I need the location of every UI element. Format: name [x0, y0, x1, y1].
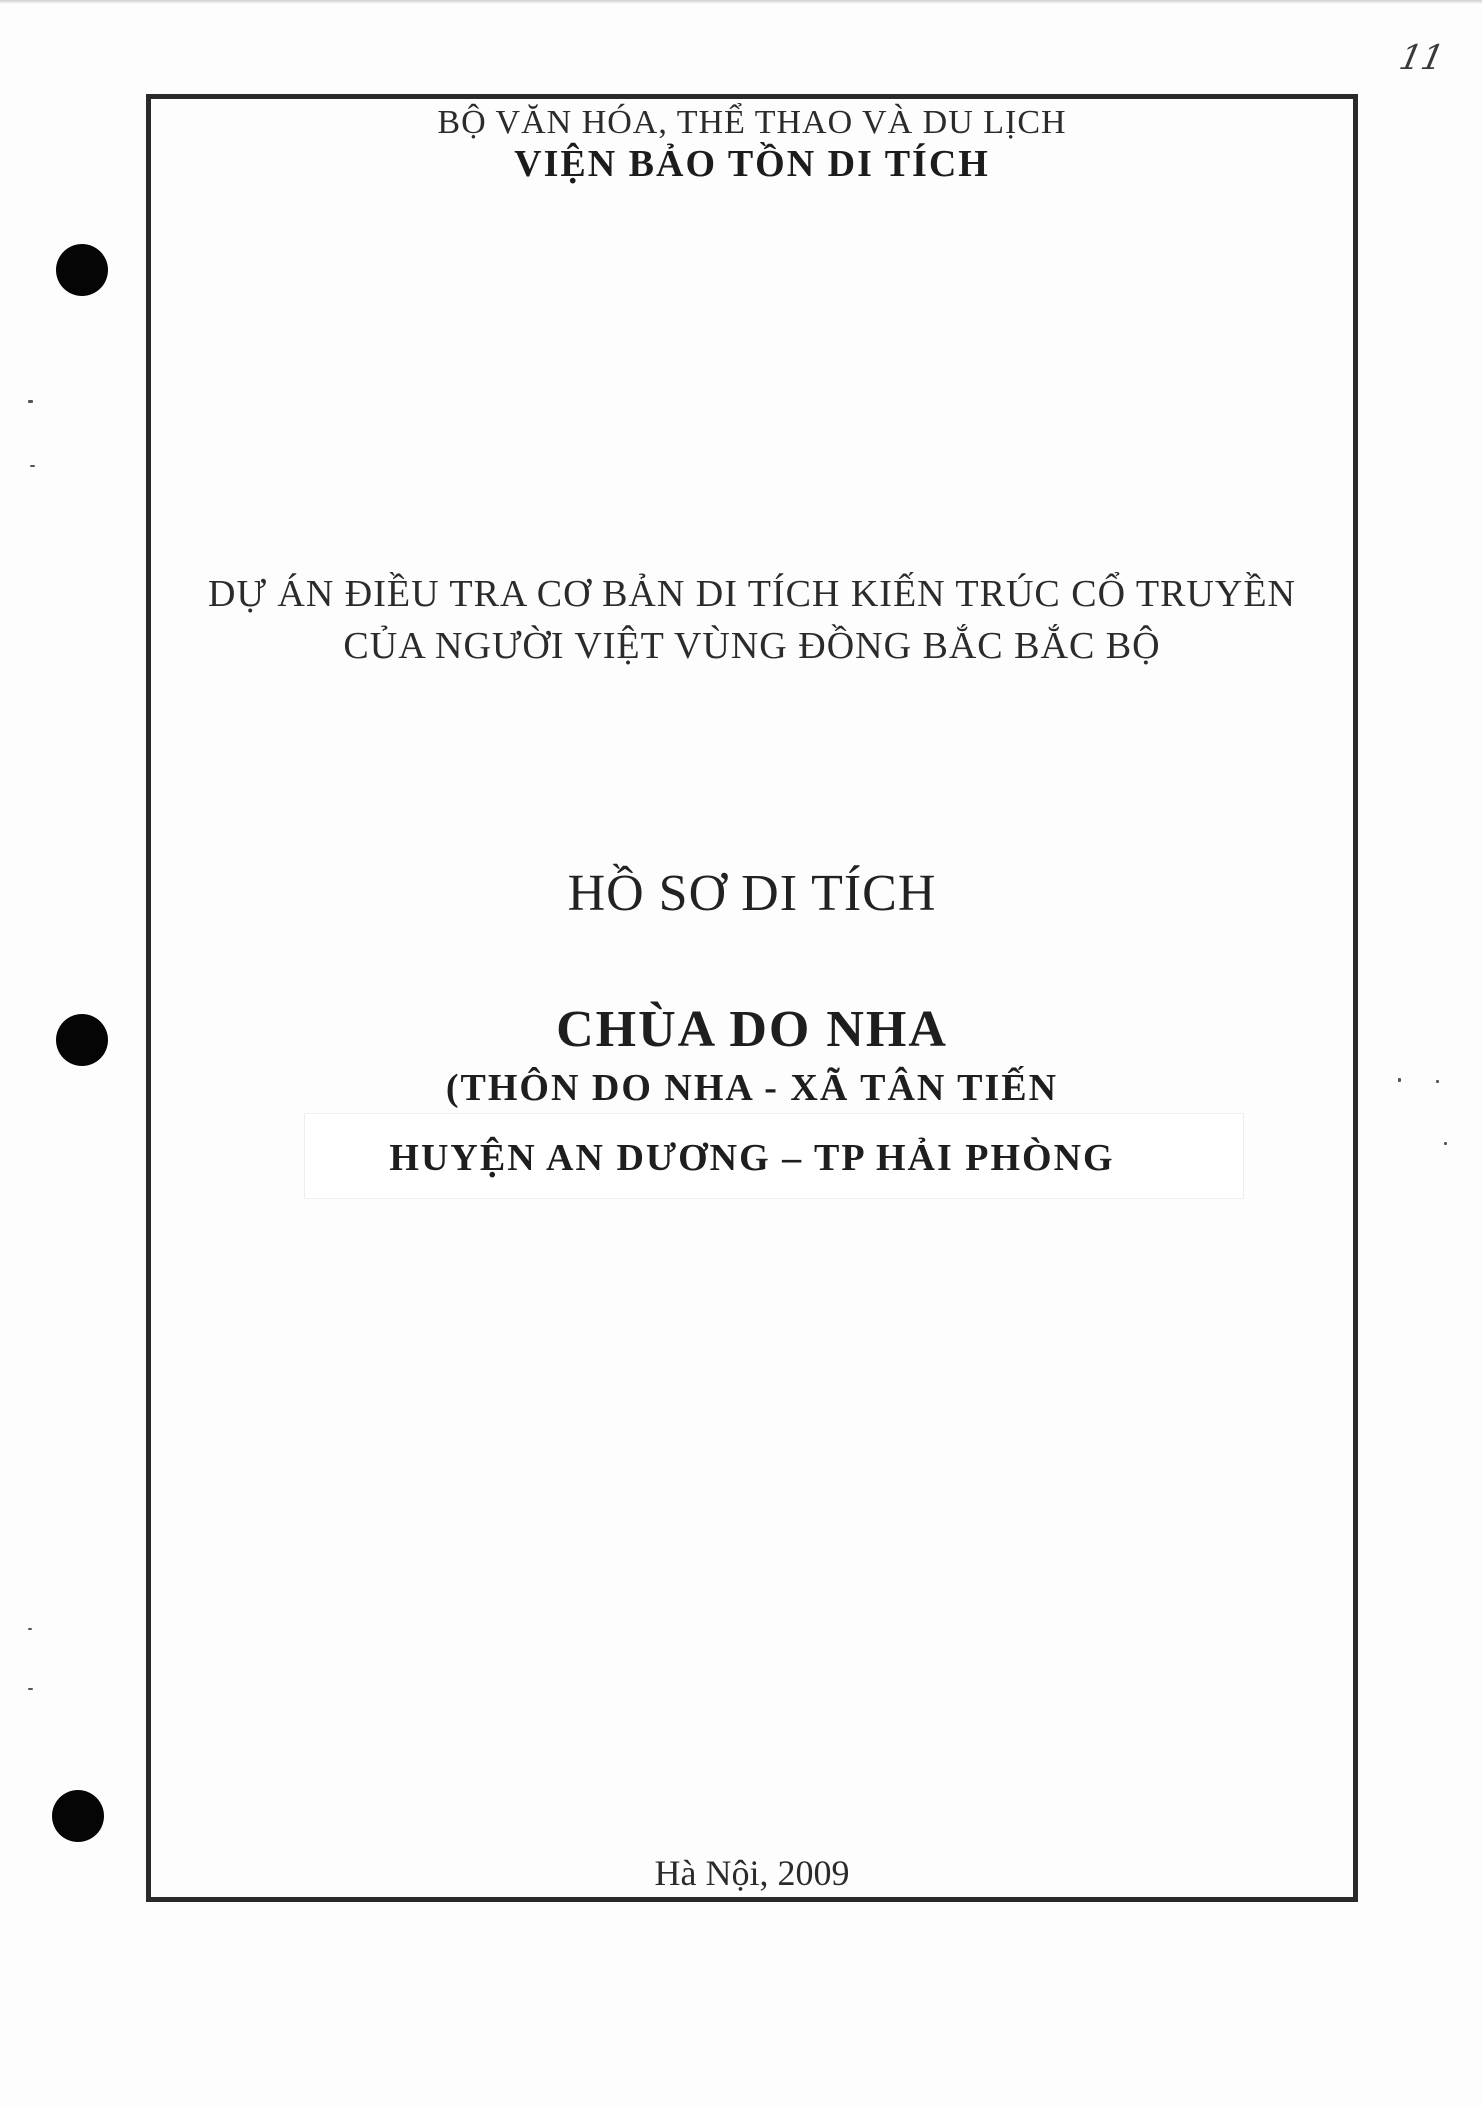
- punch-hole-middle: [56, 1014, 108, 1066]
- place-and-date: Hà Nội, 2009: [654, 1853, 850, 1893]
- address-line2: HUYỆN AN DƯƠNG – TP HẢI PHÒNG: [389, 1137, 1115, 1179]
- scan-speck: [1436, 1080, 1439, 1083]
- address-line1: (THÔN DO NHA - XÃ TÂN TIẾN: [445, 1067, 1059, 1109]
- scan-speck: [28, 400, 33, 403]
- scan-speck: [28, 1688, 33, 1690]
- cover-border-frame: [146, 94, 1358, 1902]
- scan-speck: [1444, 1142, 1447, 1145]
- project-title-line1: DỰ ÁN ĐIỀU TRA CƠ BẢN DI TÍCH KIẾN TRÚC CỔ TRUYỀN: [208, 573, 1296, 615]
- ministry-name: BỘ VĂN HÓA, THỂ THAO VÀ DU LỊCH: [437, 104, 1067, 141]
- scan-edge: [0, 0, 1482, 4]
- project-title-line2: CỦA NGƯỜI VIỆT VÙNG ĐỒNG BẮC BẮC BỘ: [343, 625, 1161, 667]
- handwritten-page-number: 11: [1395, 38, 1448, 78]
- punch-hole-bottom: [52, 1790, 104, 1842]
- scan-speck: [1398, 1078, 1401, 1082]
- relic-name: CHÙA DO NHA: [556, 1001, 948, 1058]
- punch-hole-top: [56, 244, 108, 296]
- scan-speck: [30, 465, 35, 467]
- scan-speck: [28, 1628, 32, 1630]
- institute-name: VIỆN BẢO TỒN DI TÍCH: [514, 143, 990, 185]
- document-type-title: HỒ SƠ DI TÍCH: [567, 865, 937, 922]
